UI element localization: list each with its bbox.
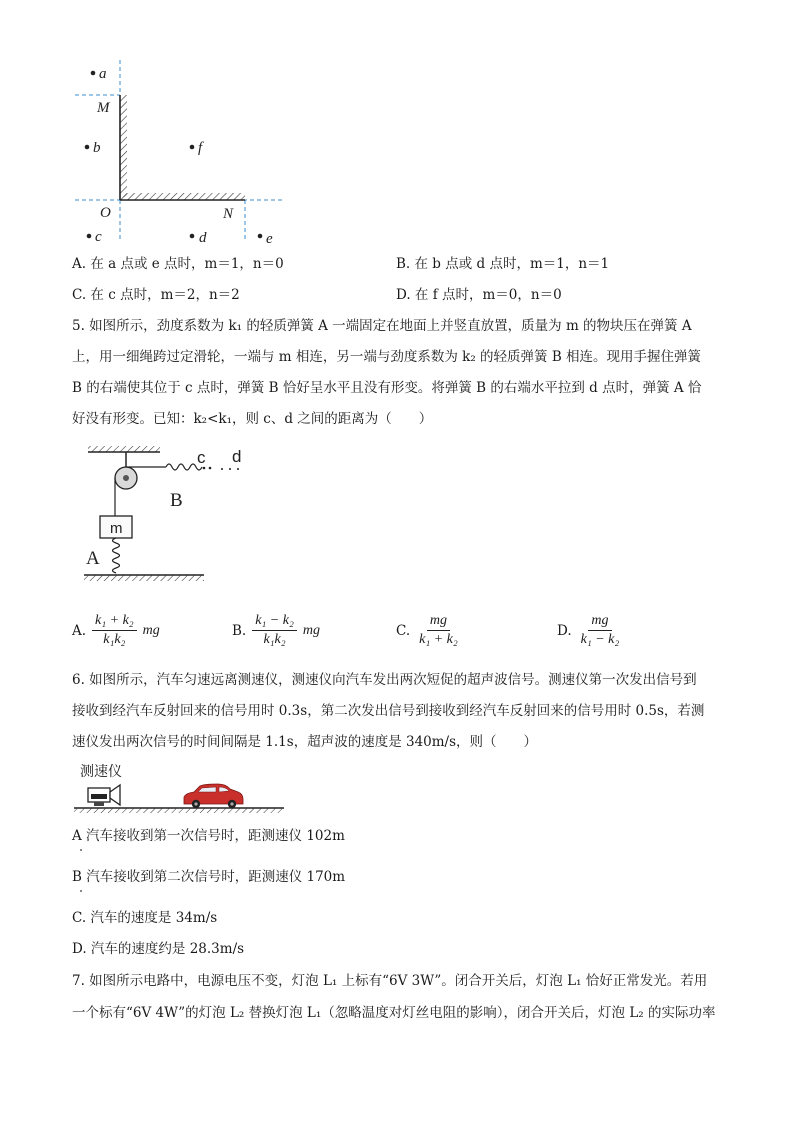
label-b: b [93,140,101,156]
q6-option-b: B 汽车接收到第二次信号时，距测速仪 170m [72,869,346,885]
q6-option-c: C. 汽车的速度是 34m/s [72,910,218,926]
q5-line-1: 5. 如图所示，劲度系数为 k₁ 的轻质弹簧 A 一端固定在地面上并竖直放置，质量为 m 的物块压在弹簧 A [72,318,692,334]
label-f: f [198,140,203,156]
point-c [87,234,92,239]
label-d: d [232,447,242,466]
figure-pulley-springs [80,442,260,590]
label-m: m [110,520,123,537]
figure-wall-points [60,55,300,255]
label-M: M [97,100,110,116]
q7-line-1: 7. 如图所示电路中，电源电压不变，灯泡 L₁ 上标有“6V 3W”。闭合开关后，灯泡 L₁ 恰好正常发光。若用 [72,973,708,989]
q5-option-d: D. $\frac{mg}{\text{k₁ − k₂}}$ [557,613,620,647]
q6-option-d: D. 汽车的速度约是 28.3m/s [72,941,245,957]
label-c: c [95,229,102,245]
q4-option-b: B. 在 b 点或 d 点时，m＝1，n＝1 [396,256,610,272]
point-b [85,145,90,150]
car-icon [184,784,243,808]
figure-speed-detector [70,780,290,816]
speedometer-label: 测速仪 [80,764,122,780]
q7-line-2: 一个标有“6V 4W”的灯泡 L₂ 替换灯泡 L₁（忽略温度对灯丝电阻的影响），闭合开关后，灯泡 L₂ 的实际功率 [72,1005,716,1021]
q5-line-4: 好没有形变。已知：k₂<k₁，则 c、d 之间的距离为（ ） [72,411,433,427]
label-O: O [100,205,111,221]
label-d: d [199,230,207,246]
q6-line-1: 6. 如图所示，汽车匀速远离测速仪，测速仪向汽车发出两次短促的超声波信号。测速仪第一次发出信号到 [72,672,697,688]
q6-line-3: 速仪发出两次信号的时间间隔是 1.1s，超声波的速度是 340m/s，则（ ） [72,734,538,750]
q4-option-d: D. 在 f 点时，m＝0，n＝0 [396,287,562,303]
label-a: A [86,548,100,569]
q5-option-a: A. $\frac{\text{k₁ + k₂}}{\text{k₁k₂}}$ mg [72,613,160,647]
q4-option-c: C. 在 c 点时，m＝2，n＝2 [72,287,240,303]
point-a [91,71,96,76]
label-a: a [99,66,107,82]
label-c: c [197,448,206,467]
label-N: N [223,206,234,222]
stray-mark [80,890,82,892]
point-d [190,234,195,239]
point-f [190,145,195,150]
q6-option-a: A 汽车接收到第一次信号时，距测速仪 102m [72,828,345,844]
label-b: B [170,490,183,511]
speed-detector-icon [88,785,120,806]
q4-option-a: A. 在 a 点或 e 点时，m＝1，n＝0 [72,256,284,272]
spring-a [113,538,120,573]
q5-line-3: B 的右端使其位于 c 点时，弹簧 B 恰好呈水平且没有形变。将弹簧 B 的右端水平拉到 d 点时，弹簧 A 恰 [72,380,702,396]
q5-option-c: C. $\frac{mg}{\text{k₁ + k₂}}$ [396,613,458,647]
q5-line-2: 上，用一细绳跨过定滑轮，一端与 m 相连，另一端与劲度系数为 k₂ 的轻质弹簧 B 相连。现用手握住弹簧 [72,349,702,365]
point-e [258,234,263,239]
q5-option-b: B. $\frac{\text{k₁ − k₂}}{\text{k₁k₂}}$ mg [232,613,320,647]
q6-line-2: 接收到经汽车反射回来的信号用时 0.3s，第二次发出信号到接收到经汽车反射回来的信号用时 0.5s，若测 [72,703,705,719]
label-e: e [266,231,273,247]
stray-mark [80,849,82,851]
